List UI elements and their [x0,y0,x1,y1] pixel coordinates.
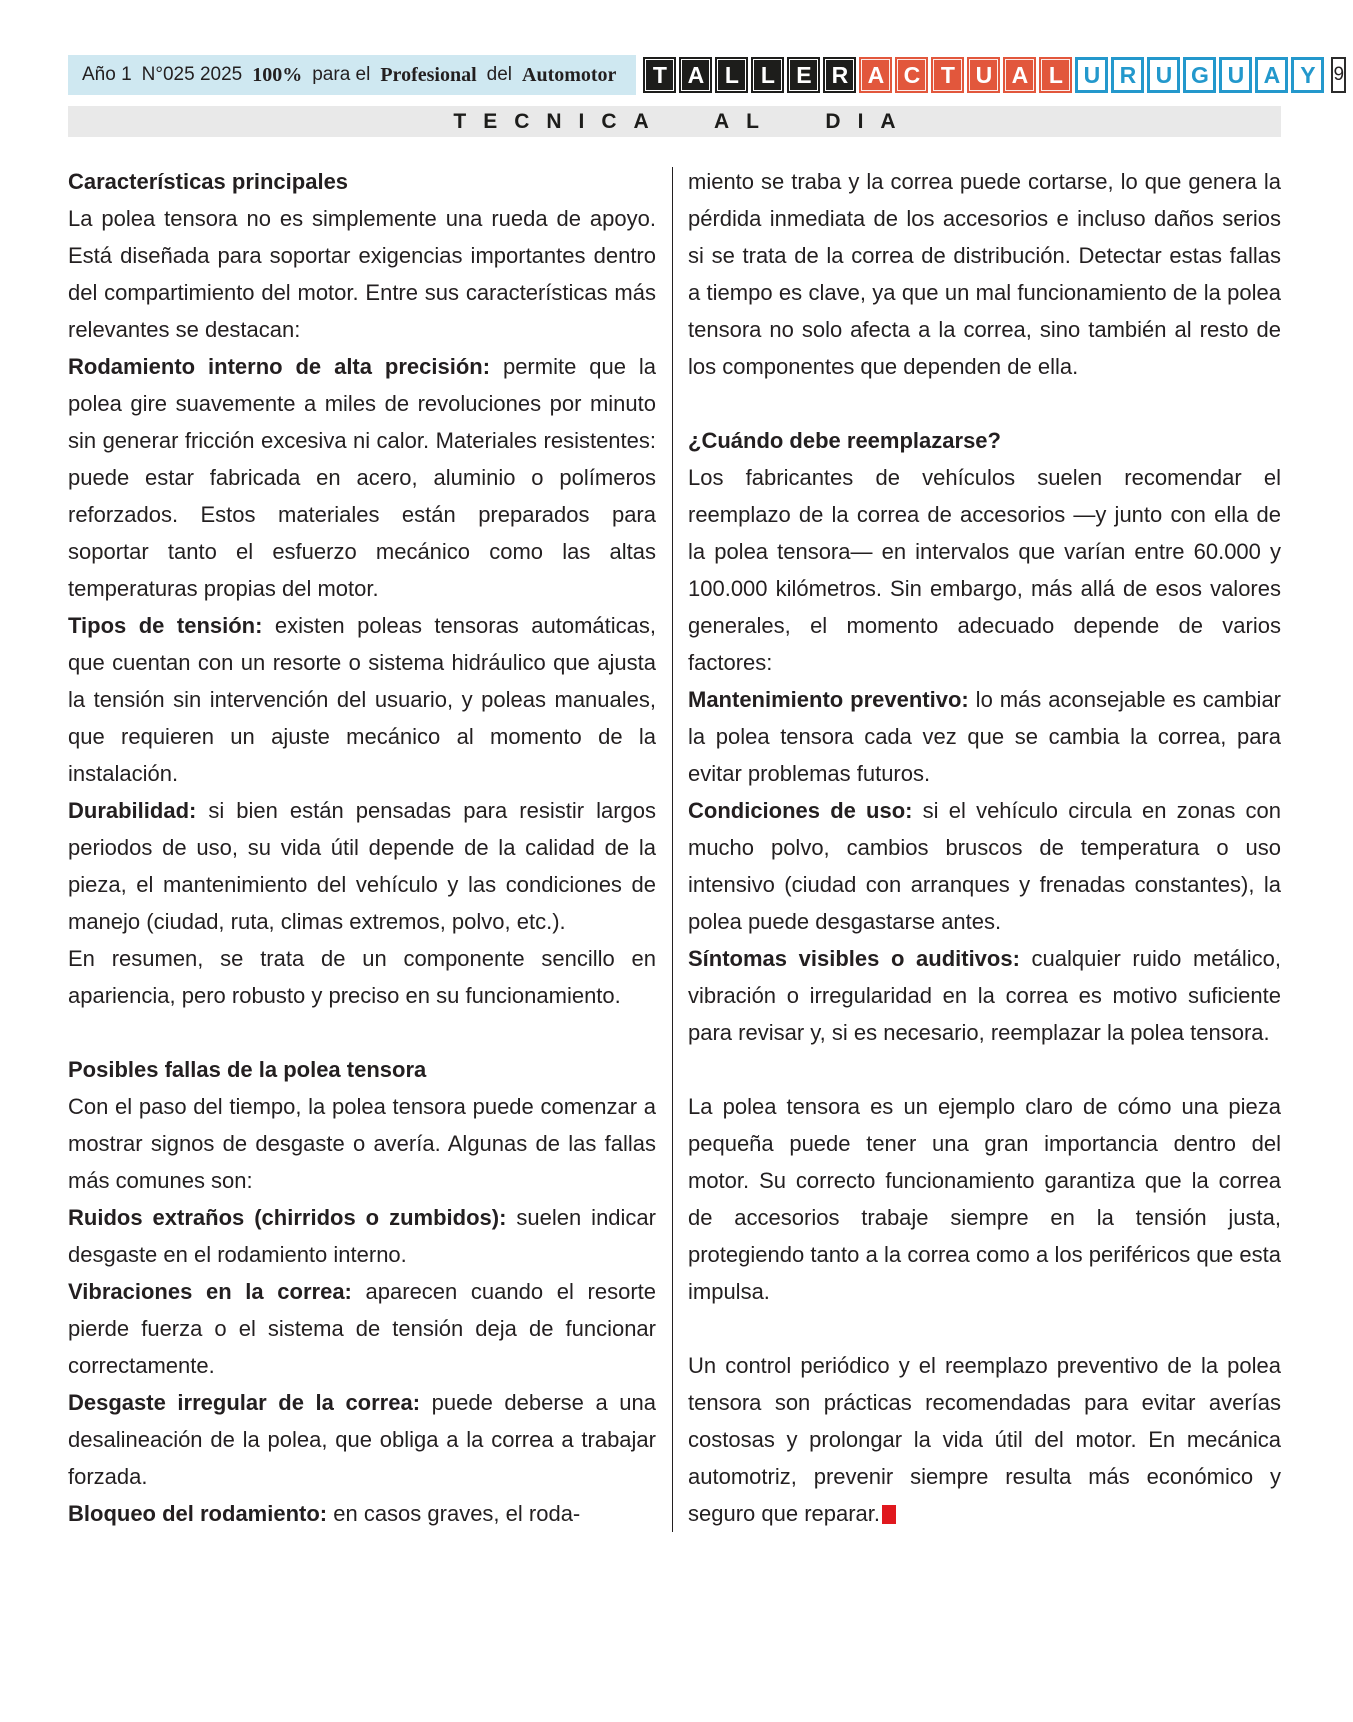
article-paragraph: La polea tensora no es simplemente una rueda de apoyo. Está diseñada para soportar exigencias importantes dentro del compartimiento del motor. Entre sus características más relevantes se destacan: [68,206,656,342]
issue-info-segment: Año 1 [82,64,132,85]
issue-info-segment: del [486,64,512,85]
article-paragraph: Rodamiento interno de alta precisión: permite que la polea gire suavemente a miles de revoluciones por minuto sin generar fricción excesiva ni calor. Materiales resistentes: puede estar fabricada en acero, aluminio o polímeros reforzados. Estos materiales están preparados para soportar tanto el esfuerzo mecánico como las altas temperaturas propias del motor. [68,354,656,601]
article-paragraph: Síntomas visibles o auditivos: cualquier ruido metálico, vibración o irregularidad en la correa es motivo suficiente para revisar y, si es necesario, reemplazar la polea tensora. [688,946,1281,1045]
article-paragraph: Tipos de tensión: existen poleas tensoras automáticas, que cuentan con un resorte o sistema hidráulico que ajusta la tensión sin intervención del usuario, y poleas manuales, que requieren un ajuste mecánico al momento de la instalación. [68,613,657,786]
logo-letter-tile: L [751,57,784,93]
logo-letter-tile: G [1183,57,1216,93]
paragraph-lead: Durabilidad: [68,798,197,823]
logo-letter-tile: R [823,57,856,93]
article-paragraph: Bloqueo del rodamiento: en casos graves, el roda- [68,1501,581,1526]
logo-letter-tile: E [787,57,820,93]
paragraph-lead: Ruidos extraños (chirridos o zumbidos): [68,1205,507,1230]
article-paragraph: Los fabricantes de vehículos suelen recomendar el reemplazo de la correa de accesorios —y junto con ella de la polea tensora— en intervalos que varían entre 60.000 y 100.000 kilómetros. Sin embargo, más allá de esos valores generales, el momento adecuado depende de varios factores: [688,465,1281,675]
paragraph-lead: Bloqueo del rodamiento: [68,1501,328,1526]
article-paragraph: Desgaste irregular de la correa: puede deberse a una desalineación de la polea, que obliga a la correa a trabajar forzada. [68,1390,656,1489]
article-paragraph: Condiciones de uso: si el vehículo circula en zonas con mucho polvo, cambios bruscos de temperatura o uso intensivo (ciudad con arranques y frenadas constantes), la polea puede desgastarse antes. [688,798,1281,934]
logo-letter-tile: U [967,57,1000,93]
section-banner-label: TECNICA AL DIA [453,109,913,133]
article-heading: ¿Cuándo debe reemplazarse? [688,428,1001,453]
logo-letter-tile: A [1003,57,1036,93]
article-heading: Características principales [68,169,349,194]
article-paragraph: Mantenimiento preventivo: lo más aconsejable es cambiar la polea tensora cada vez que se cambia la correa, para evitar problemas futuros. [688,687,1282,786]
article-column-right [688,163,1281,1532]
masthead [68,55,1345,95]
issue-info-segment: 100% [252,63,303,86]
article-body [68,163,1281,1532]
logo-letter-tile: L [715,57,748,93]
article-end-mark [882,1505,896,1524]
logo-letter-tile: U [1075,57,1108,93]
paragraph-lead: Rodamiento interno de alta precisión: [68,354,491,379]
issue-info-segment: Automotor [522,63,617,86]
page-number-box [1331,57,1346,93]
issue-info-segment: N°025 2025 [141,64,243,85]
article-paragraph: En resumen, se trata de un componente sencillo en apariencia, pero robusto y preciso en su funcionamiento. [68,946,656,1008]
article-column-left [68,163,656,1532]
issue-info [68,55,636,95]
page-content [68,55,1345,1532]
logo-letter-tile: U [1219,57,1252,93]
article-paragraph: La polea tensora es un ejemplo claro de cómo una pieza pequeña puede tener una gran importancia dentro del motor. Su correcto funcionamiento garantiza que la correa de accesorios trabaje siempre en la tensión justa, protegiendo tanto a la correa como a los periféricos que esta impulsa. [688,1094,1281,1304]
logo-letter-tile: T [643,57,676,93]
issue-info-segment: para el [312,64,371,85]
article-paragraph: Ruidos extraños (chirridos o zumbidos): suelen indicar desgaste en el rodamiento interno. [68,1205,656,1267]
logo-letter-tile: R [1111,57,1144,93]
paragraph-lead: Desgaste irregular de la correa: [68,1390,421,1415]
logo-letter-tile: U [1147,57,1180,93]
logo-letter-tile: A [1255,57,1288,93]
article-heading: Posibles fallas de la polea tensora [68,1057,427,1082]
logo-letter-tile: T [931,57,964,93]
section-banner [68,106,1281,137]
logo-tiles [643,57,1324,93]
logo-letter-tile: C [895,57,928,93]
logo-letter-tile: L [1039,57,1072,93]
article-paragraph: miento se traba y la correa puede cortarse, lo que genera la pérdida inmediata de los accesorios e incluso daños serios si se trata de la correa de distribución. Detectar estas fallas a tiempo es clave, ya que un mal funcionamiento de la polea tensora no solo afecta a la correa, sino también al resto de los componentes que dependen de ella. [688,169,1281,379]
paragraph-lead: Mantenimiento preventivo: [688,687,969,712]
logo-letter-tile: Y [1291,57,1324,93]
logo-letter-tile: A [679,57,712,93]
paragraph-lead: Condiciones de uso: [688,798,913,823]
article-paragraph: Vibraciones en la correa: aparecen cuando el resorte pierde fuerza o el sistema de tensión deja de funcionar correctamente. [68,1279,656,1378]
issue-info-segment: Profesional [380,63,477,86]
paragraph-lead: Síntomas visibles o auditivos: [688,946,1020,971]
page-number: 9 [1333,64,1345,85]
column-divider [672,167,673,1532]
article-paragraph: Durabilidad: si bien están pensadas para resistir largos periodos de uso, su vida útil depende de la calidad de la pieza, el mantenimiento del vehículo y las condiciones de manejo (ciudad, ruta, climas extremos, polvo, etc.). [68,798,656,934]
logo-letter-tile: A [859,57,892,93]
paragraph-lead: Vibraciones en la correa: [68,1279,352,1304]
article-paragraph: Con el paso del tiempo, la polea tensora puede comenzar a mostrar signos de desgaste o avería. Algunas de las fallas más comunes son: [68,1094,656,1193]
article-paragraph: Un control periódico y el reemplazo preventivo de la polea tensora son prácticas recomendadas para evitar averías costosas y prolongar la vida útil del motor. En mecánica automotriz, prevenir siempre resulta más económico y seguro que reparar. [688,1353,1281,1526]
paragraph-lead: Tipos de tensión: [68,613,263,638]
